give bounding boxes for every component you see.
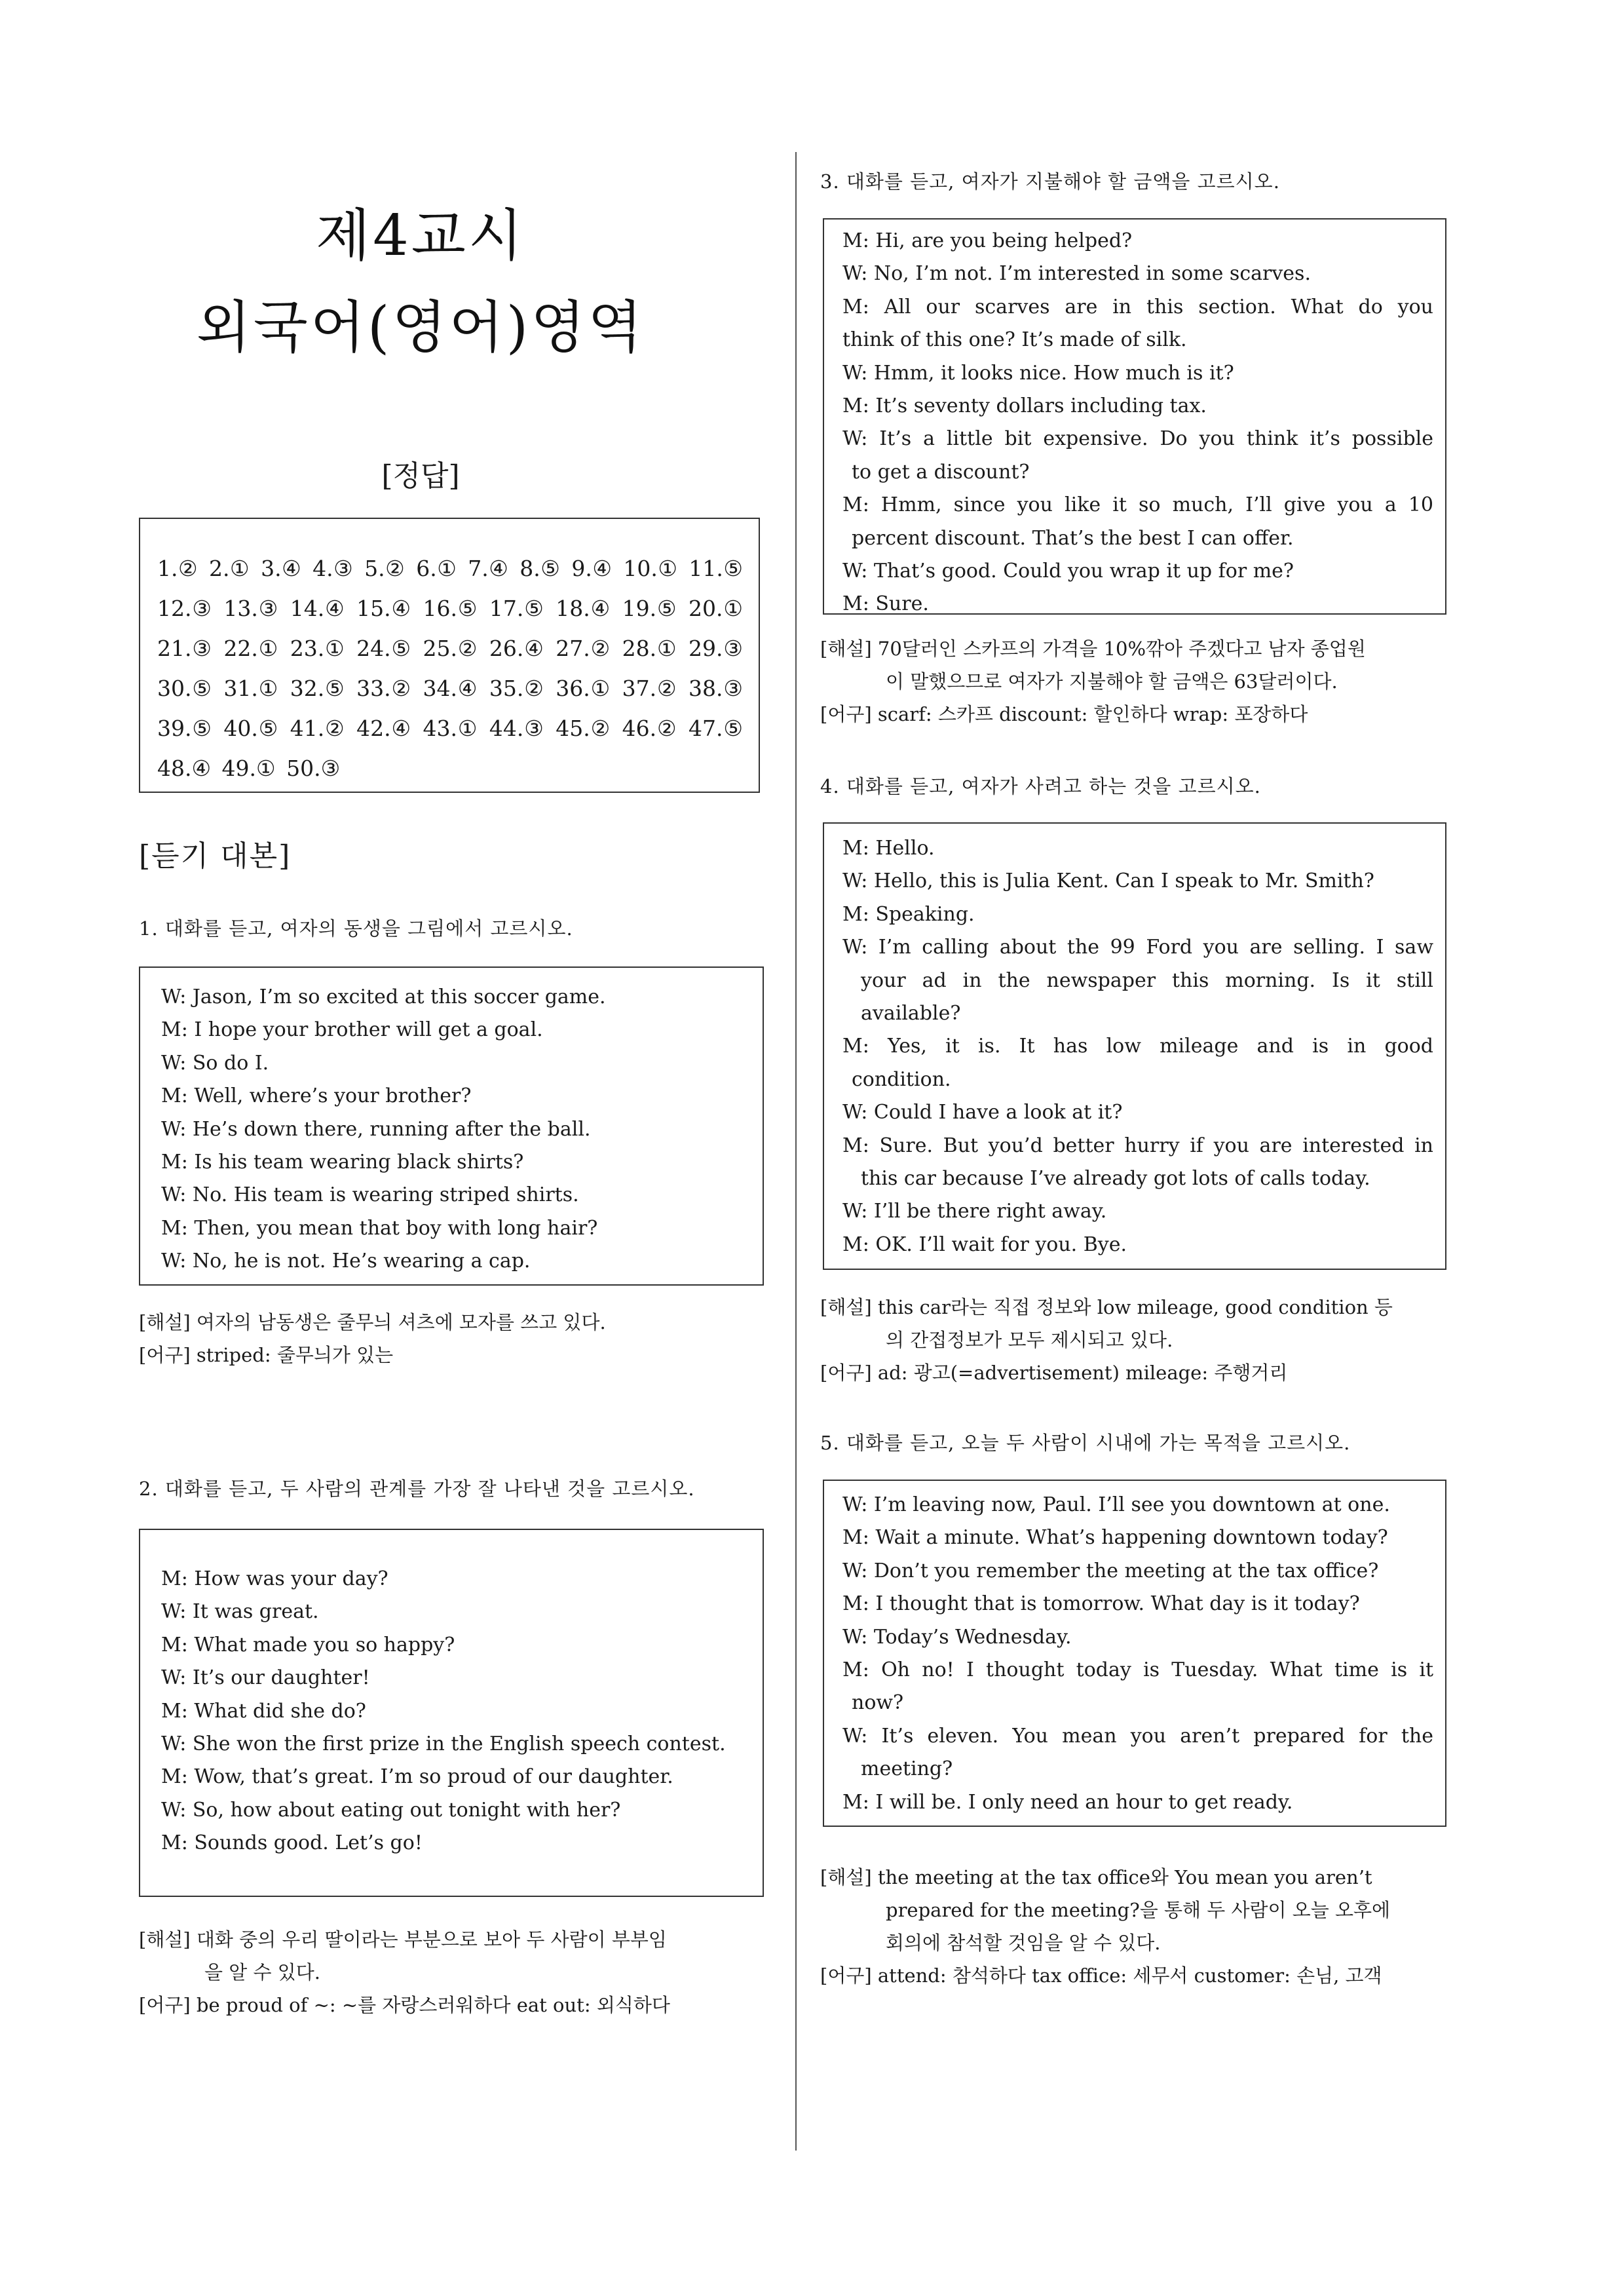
dialogue-line: M: I hope your brother will get a goal. (161, 1018, 543, 1042)
dialogue-line: M: All our scarves are in this section. What do you (842, 295, 1433, 318)
dialogue-line: M: Yes, it is. It has low mileage and is in good (842, 1035, 1433, 1058)
dialogue-line: M: Then, you mean that boy with long hair? (161, 1216, 598, 1240)
explanation-continued: 회의에 참석할 것임을 알 수 있다. (886, 1932, 1161, 1954)
question-4: 4. 대화를 듣고, 여자가 사려고 하는 것을 고르시오. (820, 775, 1261, 797)
vocabulary: [어구] attend: 참석하다 tax office: 세무서 customer: 손님, 고객 (820, 1964, 1382, 1987)
explanation: [해설] this car라는 직접 정보와 low mileage, good condition 등 (820, 1296, 1393, 1318)
dialogue-line: W: He’s down there, running after the ball. (161, 1117, 591, 1141)
dialogue-box-1 (139, 966, 764, 1286)
explanation: [해설] 70달러인 스카프의 가격을 10%깎아 주겠다고 남자 종업원 (820, 638, 1366, 660)
vocabulary: [어구] be proud of ~: ~를 자랑스러워하다 eat out: 외식하다 (139, 1994, 670, 2016)
dialogue-line: M: Hello. (842, 837, 935, 860)
dialogue-line: W: Hello, this is Julia Kent. Can I speak to Mr. Smith? (842, 870, 1374, 893)
question-5: 5. 대화를 듣고, 오늘 두 사람이 시내에 가는 목적을 고르시오. (820, 1432, 1351, 1454)
dialogue-line: W: It’s eleven. You mean you aren’t prepared for the (842, 1724, 1433, 1748)
notes-5 (820, 1861, 1449, 1992)
dialogue-box-4 (823, 822, 1446, 1270)
dialogue-line: W: So, how about eating out tonight with her? (161, 1798, 621, 1822)
dialogue-line: W: Could I have a look at it? (842, 1101, 1123, 1124)
dialogue-line: M: Sure. (842, 592, 929, 616)
question-2: 2. 대화를 듣고, 두 사람의 관계를 가장 잘 나타낸 것을 고르시오. (139, 1478, 695, 1500)
dialogue-line: M: Hi, are you being helped? (842, 229, 1133, 252)
dialogue-line: M: What did she do? (161, 1699, 366, 1723)
dialogue-box-3 (823, 218, 1446, 615)
notes-2 (139, 1923, 768, 2021)
dialogue-line: now? (852, 1691, 904, 1715)
vocabulary: [어구] striped: 줄무늬가 있는 (139, 1344, 394, 1366)
dialogue-line: condition. (852, 1067, 951, 1091)
question-3: 3. 대화를 듣고, 여자가 지불해야 할 금액을 고르시오. (820, 170, 1280, 193)
dialogue-line: M: Well, where’s your brother? (161, 1084, 472, 1108)
explanation-continued: 을 알 수 있다. (204, 1961, 320, 1983)
question-1: 1. 대화를 듣고, 여자의 동생을 그림에서 고르시오. (139, 917, 573, 940)
notes-4 (820, 1291, 1449, 1389)
dialogue-line: W: It’s a little bit expensive. Do you think it’s possible (842, 427, 1433, 451)
explanation: [해설] 여자의 남동생은 줄무늬 셔츠에 모자를 쓰고 있다. (139, 1311, 606, 1333)
dialogue-line: W: I’ll be there right away. (842, 1200, 1107, 1223)
dialogue-line: think of this one? It’s made of silk. (842, 328, 1187, 352)
dialogue-line: to get a discount? (852, 460, 1030, 484)
dialogue-line: M: How was your day? (161, 1567, 388, 1590)
dialogue-line: W: Hmm, it looks nice. How much is it? (842, 361, 1234, 385)
dialogue-line: M: Wait a minute. What’s happening downtown today? (842, 1526, 1388, 1550)
answer-key-box: 1.② 2.① 3.④ 4.③ 5.② 6.① 7.④ 8.⑤ 9.④ 10.① 11.⑤ 12.③ 13.③ 14.④ 15.④ 16.⑤ 17.⑤ 18.④ 19.⑤ 20.① 21.③ 22.① 23.① 24.⑤ 25.② 26.④ 27.② 28.① 29.③ 30.⑤ 31.① 32.⑤ 33.② 34.④ 35.② 36.① 37.② 38.③ 39.⑤ 40.⑤ 41.② 42.④ 43.① 44.③ 45.② 46.② 47.⑤ 48.④ 49.① 50.③ (139, 518, 760, 793)
dialogue-line: available? (861, 1002, 961, 1025)
dialogue-line: W: I’m leaving now, Paul. I’ll see you downtown at one. (842, 1493, 1390, 1516)
explanation-continued: 의 간접정보가 모두 제시되고 있다. (886, 1329, 1173, 1351)
dialogue-line: W: That’s good. Could you wrap it up for me? (842, 560, 1294, 583)
dialogue-line: M: It’s seventy dollars including tax. (842, 394, 1207, 418)
dialogue-line: M: OK. I’ll wait for you. Bye. (842, 1233, 1127, 1256)
dialogue-line: W: It was great. (161, 1600, 319, 1624)
dialogue-line: M: Oh no! I thought today is Tuesday. What time is it (842, 1658, 1433, 1682)
subject-title: 외국어(영어)영역 (196, 295, 645, 360)
dialogue-line: M: What made you so happy? (161, 1633, 455, 1656)
dialogue-line: W: No. His team is wearing striped shirts. (161, 1183, 579, 1207)
dialogue-line: W: So do I. (161, 1051, 269, 1075)
listening-script-heading: [듣기 대본] (139, 839, 292, 873)
dialogue-line: W: Today’s Wednesday. (842, 1625, 1072, 1649)
dialogue-line: M: Wow, that’s great. I’m so proud of our daughter. (161, 1765, 673, 1789)
dialogue-line: M: Is his team wearing black shirts? (161, 1151, 524, 1174)
dialogue-line: W: Jason, I’m so excited at this soccer game. (161, 985, 606, 1008)
column-divider (795, 152, 797, 2151)
notes-3 (820, 632, 1449, 731)
vocabulary: [어구] scarf: 스카프 discount: 할인하다 wrap: 포장하다 (820, 703, 1308, 725)
dialogue-line: W: It’s our daughter! (161, 1666, 370, 1690)
explanation-continued: 이 말했으므로 여자가 지불해야 할 금액은 63달러이다. (886, 670, 1338, 693)
explanation: [해설] the meeting at the tax office와 You mean you aren’t (820, 1866, 1372, 1888)
dialogue-line: percent discount. That’s the best I can offer. (852, 526, 1294, 550)
dialogue-line: W: No, I’m not. I’m interested in some scarves. (842, 262, 1311, 286)
dialogue-line: W: I’m calling about the 99 Ford you are selling. I saw (842, 936, 1433, 959)
dialogue-line: W: Don’t you remember the meeting at the tax office? (842, 1559, 1379, 1582)
dialogue-line: meeting? (861, 1757, 953, 1781)
dialogue-line: this car because I’ve already got lots of calls today. (861, 1167, 1370, 1191)
vocabulary: [어구] ad: 광고(=advertisement) mileage: 주행거리 (820, 1362, 1288, 1384)
dialogue-line: M: Hmm, since you like it so much, I’ll give you a 10 (842, 493, 1433, 517)
dialogue-line: W: No, he is not. He’s wearing a cap. (161, 1250, 531, 1273)
dialogue-line: M: Sure. But you’d better hurry if you are interested in (842, 1134, 1433, 1157)
dialogue-line: W: She won the first prize in the English speech contest. (161, 1732, 726, 1756)
notes-1 (139, 1306, 768, 1371)
explanation: [해설] 대화 중의 우리 딸이라는 부분으로 보아 두 사람이 부부임 (139, 1928, 667, 1951)
dialogue-line: M: I will be. I only need an hour to get ready. (842, 1790, 1293, 1814)
exam-period-title: 제4교시 (316, 203, 525, 269)
answer-heading: [정답] (381, 459, 460, 493)
dialogue-box-5 (823, 1480, 1446, 1827)
dialogue-line: M: Speaking. (842, 902, 975, 926)
dialogue-box-2 (139, 1529, 764, 1897)
dialogue-line: M: I thought that is tomorrow. What day is it today? (842, 1592, 1360, 1616)
explanation-continued: prepared for the meeting?을 통해 두 사람이 오늘 오후에 (886, 1899, 1391, 1921)
dialogue-line: M: Sounds good. Let’s go! (161, 1831, 423, 1855)
dialogue-line: your ad in the newspaper this morning. Is it still (861, 968, 1433, 992)
